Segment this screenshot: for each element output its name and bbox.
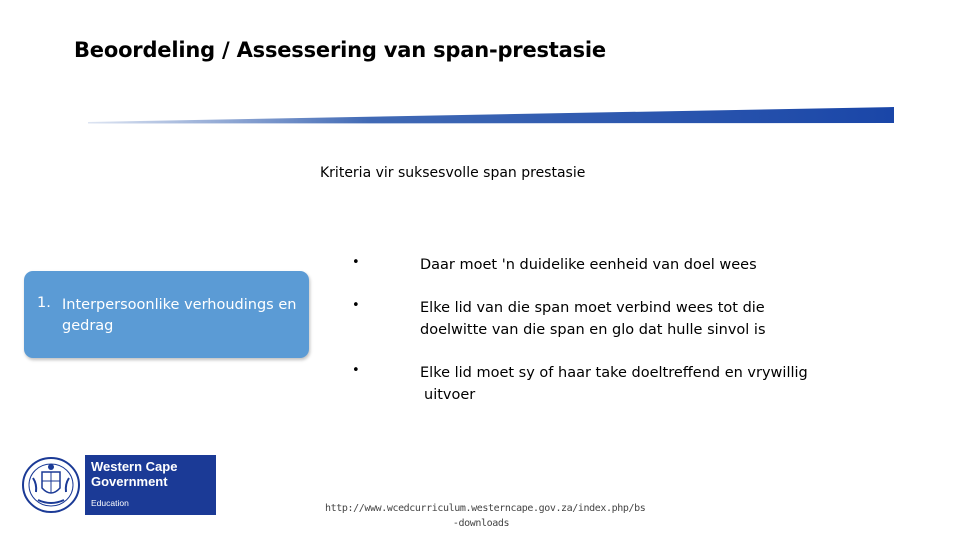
coat-of-arms-icon	[20, 454, 83, 516]
bullet-marker: •	[352, 298, 360, 313]
slide-title: Beoordeling / Assessering van span-prestasie	[74, 38, 606, 62]
bullet-line: Elke lid van die span moet verbind wees tot die	[420, 300, 765, 316]
criterion-number: 1.	[37, 295, 51, 311]
bullet-item	[420, 254, 757, 276]
criteria-heading: Kriteria vir suksesvolle span prestasie	[320, 165, 586, 181]
source-url-line: -downloads	[452, 518, 510, 529]
source-url[interactable]	[325, 501, 646, 531]
bullet-line: uitvoer	[424, 387, 476, 403]
logo-panel	[85, 455, 216, 515]
bullet-item	[420, 362, 808, 406]
criterion-box	[24, 271, 309, 358]
source-url-line: http://www.wcedcurriculum.westerncape.gov.za/index.php/bs	[325, 503, 646, 514]
bullet-line: Daar moet 'n duidelike eenheid van doel wees	[420, 257, 757, 273]
logo-line-1: Western Cape	[91, 459, 178, 474]
logo-line-2: Government	[91, 474, 168, 489]
bullet-line: doelwitte van die span en glo dat hulle sinvol is	[420, 322, 766, 338]
bullet-line: Elke lid moet sy of haar take doeltreffend en vrywillig	[420, 365, 808, 381]
bullet-marker: •	[352, 255, 360, 270]
bullet-item	[420, 297, 766, 341]
criterion-label: Interpersoonlike verhoudings en gedrag	[62, 297, 297, 334]
header-divider	[88, 105, 894, 125]
logo-line-3: Education	[91, 498, 129, 508]
western-cape-government-logo	[20, 454, 217, 516]
bullet-marker: •	[352, 363, 360, 378]
